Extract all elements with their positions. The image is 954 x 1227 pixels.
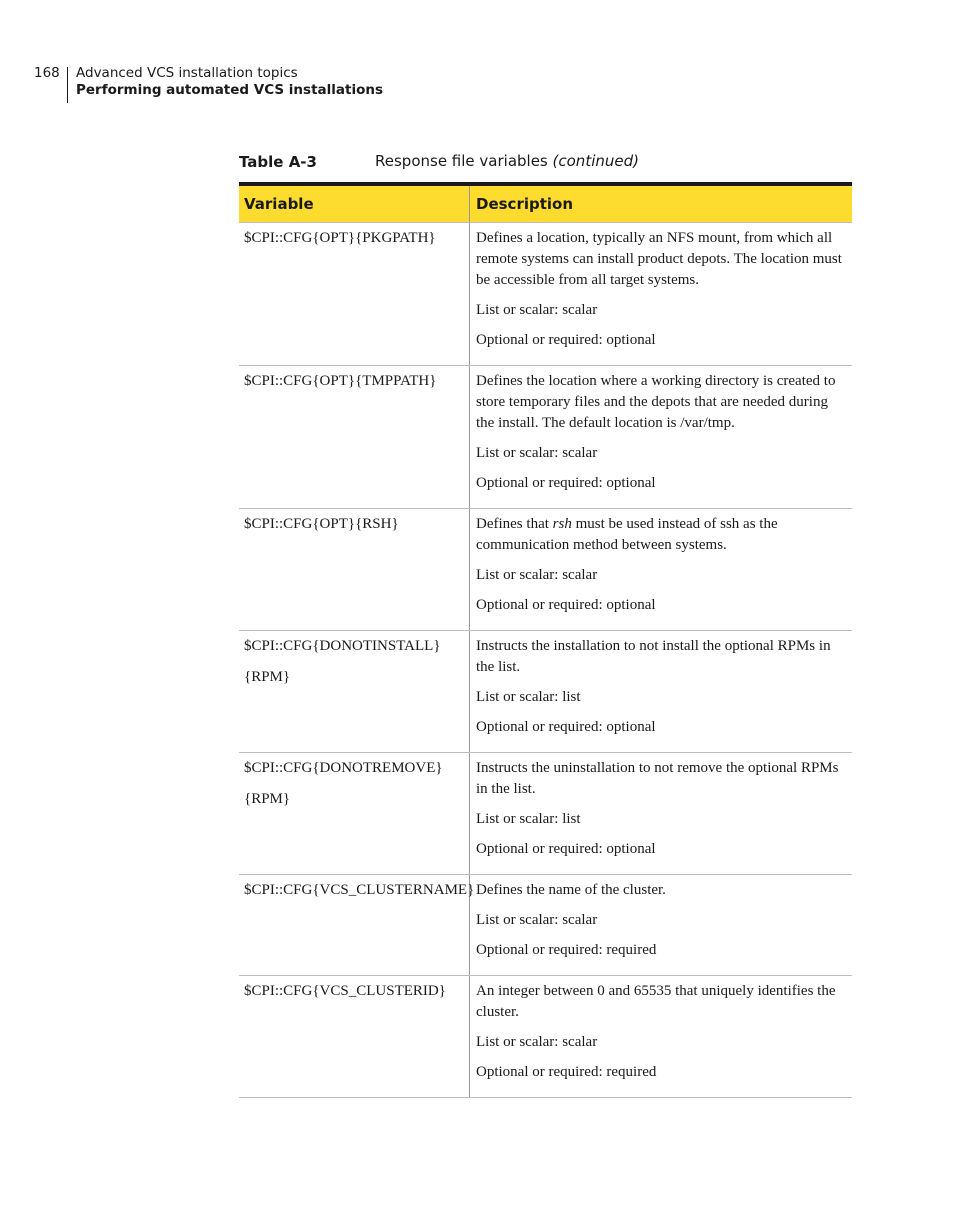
variable-name: $CPI::CFG{DONOTINSTALL} [244,638,441,654]
table-title-qualifier: (continued) [552,152,639,170]
optional-or-required: Optional or required: optional [476,841,656,857]
variable-name-continued: {RPM} [244,791,291,807]
table-row [239,366,852,509]
description-cell [470,366,852,508]
description-emphasis: rsh [552,516,572,532]
description-text: An integer between 0 and 65535 that uniquely identifies the cluster. [476,983,836,1020]
response-file-variables-table [239,182,852,1098]
list-or-scalar: List or scalar: list [476,811,581,827]
variable-cell [239,366,470,508]
description-prefix: Defines that [476,516,553,532]
variable-cell [239,875,475,975]
list-or-scalar: List or scalar: scalar [476,912,598,928]
page-number: 168 [34,65,60,81]
column-header-description: Description [476,195,574,213]
variable-name: $CPI::CFG{OPT}{RSH} [244,516,399,532]
description-cell [470,223,852,365]
variable-name: $CPI::CFG{DONOTREMOVE} [244,760,443,776]
description-text [476,514,848,556]
variable-cell [239,753,470,874]
variable-name-continued: {RPM} [244,669,291,685]
description-cell [470,631,852,752]
table-label: Table A-3 [239,153,317,171]
list-or-scalar: List or scalar: list [476,689,581,705]
description-cell [470,875,852,975]
list-or-scalar: List or scalar: scalar [476,567,598,583]
optional-or-required: Optional or required: optional [476,597,656,613]
optional-or-required: Optional or required: required [476,1064,657,1080]
description-text: Instructs the uninstallation to not remove the optional RPMs in the list. [476,760,839,797]
description-suffix: must be used instead of ssh as the communication method between systems. [476,516,778,553]
description-text: Instructs the installation to not install the optional RPMs in the list. [476,638,831,675]
description-cell [470,509,852,630]
variable-name: $CPI::CFG{VCS_CLUSTERNAME} [244,882,475,898]
optional-or-required: Optional or required: optional [476,332,656,348]
variable-cell [239,631,470,752]
description-text: Defines the location where a working directory is created to store temporary files and the depots that are needed during the install. The default location is /var/tmp. [476,373,836,431]
chapter-title: Advanced VCS installation topics [76,65,298,81]
description-text: Defines a location, typically an NFS mount, from which all remote systems can install product depots. The location must be accessible from all target systems. [476,230,842,288]
variable-cell [239,976,470,1097]
list-or-scalar: List or scalar: scalar [476,302,598,318]
variable-cell [239,223,470,365]
column-header-variable: Variable [239,186,470,222]
description-text: Defines the name of the cluster. [476,882,666,898]
section-title: Performing automated VCS installations [76,82,384,98]
table-row [239,631,852,753]
table-title [375,152,639,170]
variable-cell [239,509,470,630]
optional-or-required: Optional or required: optional [476,475,656,491]
table-row [239,509,852,631]
list-or-scalar: List or scalar: scalar [476,445,598,461]
optional-or-required: Optional or required: optional [476,719,656,735]
header-divider [67,67,68,103]
table-header-row [239,186,852,223]
description-cell [470,976,852,1097]
table-row [239,875,852,976]
variable-name: $CPI::CFG{OPT}{PKGPATH} [244,230,436,246]
description-cell [470,753,852,874]
table-row [239,223,852,366]
table-title-text: Response file variables [375,152,548,170]
list-or-scalar: List or scalar: scalar [476,1034,598,1050]
variable-name: $CPI::CFG{OPT}{TMPPATH} [244,373,437,389]
table-row [239,976,852,1098]
table-row [239,753,852,875]
variable-name: $CPI::CFG{VCS_CLUSTERID} [244,983,446,999]
optional-or-required: Optional or required: required [476,942,657,958]
